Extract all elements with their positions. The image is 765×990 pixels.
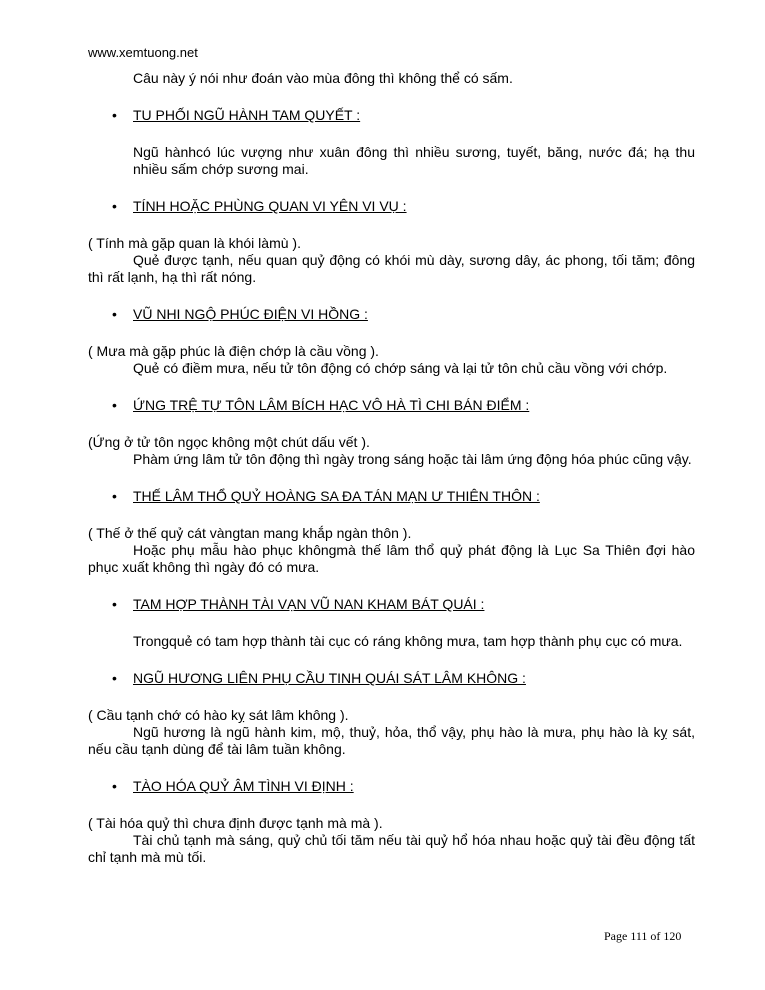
section-body: Quẻ được tạnh, nếu quan quỷ động có khói mù dày, sương dây, ác phong, tối tăm; đông thì rất lạnh, hạ thì rất nóng. bbox=[88, 252, 695, 285]
section-heading bbox=[88, 488, 695, 505]
section-note: ( Thế ở thế quỷ cát vàngtan mang khắp ngàn thôn ). bbox=[88, 525, 412, 541]
section-body: Tài chủ tạnh mà sáng, quỷ chủ tối tăm nếu tài quỷ hổ hóa nhau hoặc quỷ tài đều động tất chỉ tạnh mà mù tối. bbox=[88, 832, 695, 865]
section-heading bbox=[88, 596, 695, 613]
section-body: Trongquẻ có tam hợp thành tài cục có ráng không mưa, tam hợp thành phụ cục có mưa. bbox=[133, 633, 683, 649]
bullet-icon: • bbox=[112, 198, 117, 214]
section-note: ( Cầu tạnh chớ có hào kỵ sát lâm không ). bbox=[88, 707, 349, 723]
section-heading bbox=[88, 778, 695, 795]
bullet-icon: • bbox=[112, 670, 117, 686]
bullet-icon: • bbox=[112, 596, 117, 612]
section-note: ( Mưa mà gặp phúc là điện chớp là cầu vồng ). bbox=[88, 343, 379, 359]
section-body: Phàm ứng lâm tử tôn động thì ngày trong sáng hoặc tài lâm ứng động hóa phúc cũng vậy. bbox=[133, 451, 692, 467]
page-number: Page 111 of 120 bbox=[604, 929, 682, 943]
section-body: Ngũ hương là ngũ hành kim, mộ, thuỷ, hỏa, thổ vậy, phụ hào là mưa, phụ hào là kỵ sát, nếu cầu tạnh dùng để tài lâm tuần không. bbox=[88, 724, 695, 757]
bullet-icon: • bbox=[112, 397, 117, 413]
section-heading-text: VŨ NHI NGỘ PHÚC ĐIỆN VI HỒNG : bbox=[133, 306, 368, 322]
section-note: ( Tài hóa quỷ thì chưa định được tạnh mà mà ). bbox=[88, 815, 383, 831]
section-heading bbox=[88, 397, 695, 414]
bullet-icon: • bbox=[112, 306, 117, 322]
section-heading bbox=[88, 198, 695, 215]
section-heading bbox=[88, 107, 695, 124]
document-body bbox=[88, 70, 695, 866]
section-body: Hoặc phụ mẫu hào phục khôngmà thế lâm thổ quỷ phát động là Lục Sa Thiên đợi hào phục xuất không thì ngày đó có mưa. bbox=[88, 542, 695, 575]
section-note: (Ứng ở tử tôn ngọc không một chút dấu vết ). bbox=[88, 434, 370, 450]
section-heading-text: TÀO HÓA QUỶ ÂM TÌNH VI ĐỊNH : bbox=[133, 778, 354, 794]
section-note: ( Tính mà gặp quan là khói làmù ). bbox=[88, 235, 301, 251]
bullet-icon: • bbox=[112, 488, 117, 504]
section-heading-text: TU PHỐI NGŨ HÀNH TAM QUYẾT : bbox=[133, 107, 361, 123]
section-heading-text: TÍNH HOẶC PHÙNG QUAN VI YÊN VI VỤ : bbox=[133, 198, 407, 214]
section-body: Ngũ hànhcó lúc vượng như xuân đông thì nhiều sương, tuyết, băng, nước đá; hạ thu nhiều sấm chớp sương mai. bbox=[133, 144, 695, 177]
bullet-icon: • bbox=[112, 778, 117, 794]
section-heading-text: ỨNG TRỆ TỰ TÔN LÂM BÍCH HẠC VÔ HÀ TÌ CHI BÁN ĐIỂM : bbox=[133, 397, 530, 413]
section-heading-text: TAM HỢP THÀNH TÀI VẠN VŨ NAN KHAM BÁT QUÁI : bbox=[133, 596, 485, 612]
section-heading-text: THẾ LÂM THỔ QUỶ HOÀNG SA ĐA TÁN MẠN Ư THIÊN THÔN : bbox=[133, 488, 540, 504]
section-body: Quẻ có điềm mưa, nếu tử tôn động có chớp sáng và lại tử tôn chủ cầu vồng với chớp. bbox=[133, 360, 668, 376]
section-heading-text: NGŨ HƯƠNG LIÊN PHỤ CẦU TINH QUÁI SÁT LÂM KHÔNG : bbox=[133, 670, 526, 686]
section-heading bbox=[88, 670, 695, 687]
intro-paragraph: Câu này ý nói như đoán vào mùa đông thì không thể có sấm. bbox=[133, 70, 513, 86]
site-url: www.xemtuong.net bbox=[88, 45, 198, 60]
section-heading bbox=[88, 306, 695, 323]
bullet-icon: • bbox=[112, 107, 117, 123]
